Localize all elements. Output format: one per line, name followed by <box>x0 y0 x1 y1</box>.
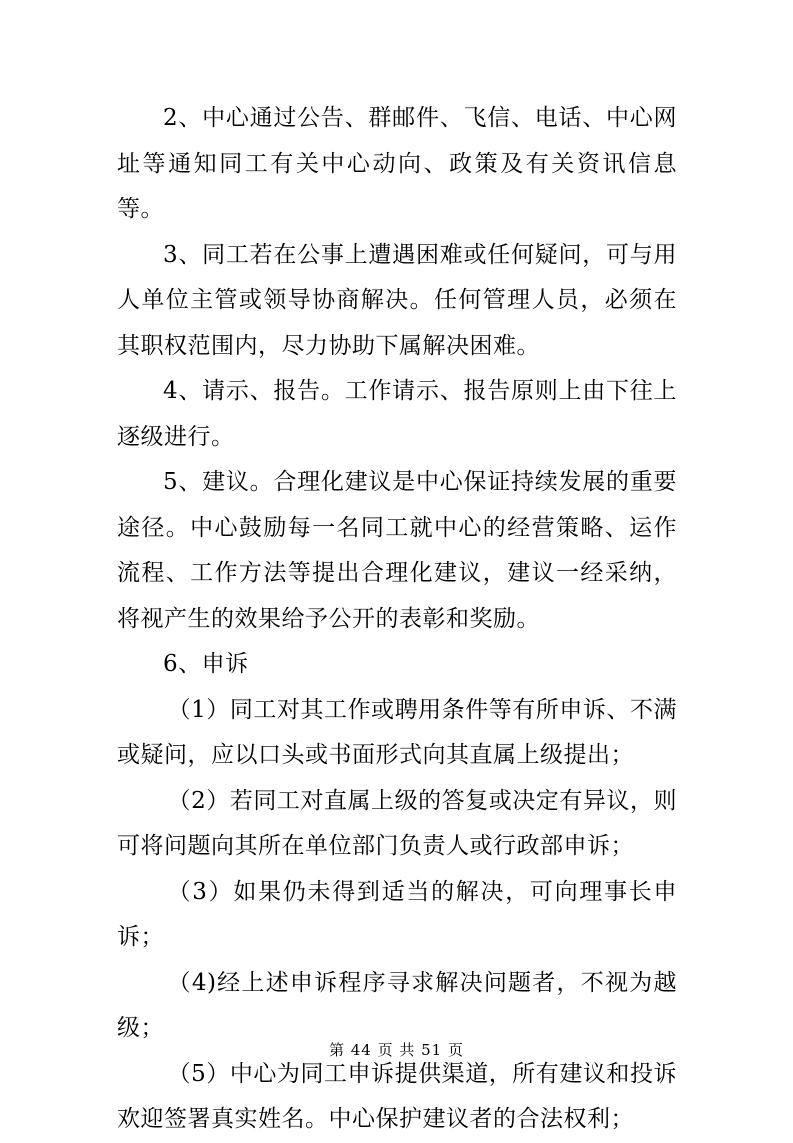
paragraph-appeal-item-1: （1）同工对其工作或聘用条件等有所申诉、不满或疑问，应以口头或书面形式向其直属上级提出； <box>117 696 677 768</box>
paragraph-appeal-item-3: （3）如果仍未得到适当的解决，可向理事长申诉； <box>117 878 677 950</box>
paragraph-appeal-item-2: （2）若同工对直属上级的答复或决定有异议，则可将问题向其所在单位部门负责人或行政部申诉； <box>117 787 677 859</box>
paragraph-notification: 2、中心通过公告、群邮件、飞信、电话、中心网址等通知同工有关中心动向、政策及有关资讯信息等。 <box>117 105 677 222</box>
paragraph-difficulties: 3、同工若在公事上遭遇困难或任何疑问，可与用人单位主管或领导协商解决。任何管理人员，必须在其职权范围内，尽力协助下属解决困难。 <box>117 241 677 359</box>
paragraph-report: 4、请示、报告。工作请示、报告原则上由下往上逐级进行。 <box>117 378 677 450</box>
paragraph-appeal-item-5: （5）中心为同工申诉提供渠道，所有建议和投诉欢迎签署真实姓名。中心保护建议者的合法权利； <box>117 1060 677 1132</box>
paragraph-appeal-heading: 6、申诉 <box>163 651 249 677</box>
page-number-footer: 第 44 页 共 51 页 <box>328 1041 464 1059</box>
paragraph-appeal-item-4: （4)经上述申诉程序寻求解决问题者，不视为越级； <box>117 969 677 1041</box>
paragraph-suggestion: 5、建议。合理化建议是中心保证持续发展的重要途径。中心鼓励每一名同工就中心的经营策略、运作流程、工作方法等提出合理化建议，建议一经采纳，将视产生的效果给予公开的表彰和奖励。 <box>117 469 677 632</box>
document-body <box>117 96 677 1143</box>
